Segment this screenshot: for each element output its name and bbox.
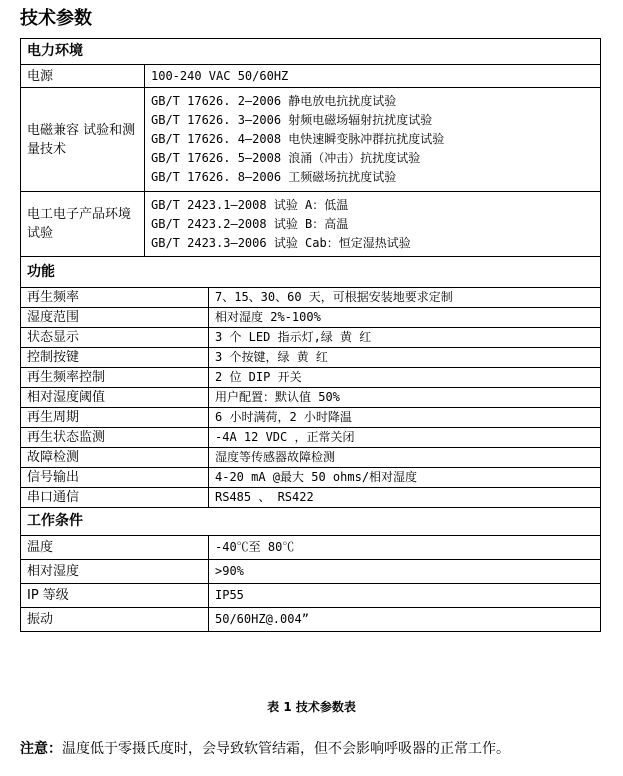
condition-label: IP 等级: [21, 584, 209, 608]
emc-standard-2: GB/T 17626. 3—2006 射频电磁场辐射抗扰度试验: [151, 113, 433, 127]
condition-label: 温度: [21, 536, 209, 560]
function-value: 6 小时满荷，2 小时降温: [209, 408, 601, 428]
function-label: 再生频率: [21, 288, 209, 308]
function-value: 湿度等传感器故障检测: [209, 448, 601, 468]
function-value: 2 位 DIP 开关: [209, 368, 601, 388]
condition-value: IP55: [209, 584, 601, 608]
env-standard-2: GB/T 2423.2—2008 试验 B：高温: [151, 216, 349, 231]
page-title: 技术参数: [20, 8, 92, 29]
table-caption: 表 1 技术参数表: [267, 700, 356, 714]
function-label: 故障检测: [21, 448, 209, 468]
function-value: 相对湿度 2%-100%: [209, 308, 601, 328]
section-header-function: 功能: [21, 257, 601, 288]
section-header-power: 电力环境: [21, 39, 601, 65]
function-value: 3 个 LED 指示灯,绿 黄 红: [209, 328, 601, 348]
function-value: 7、15、30、60 天，可根据安装地要求定制: [209, 288, 601, 308]
footnote: [20, 738, 510, 758]
function-label: 串口通信: [21, 488, 209, 508]
function-label: 湿度范围: [21, 308, 209, 328]
emc-standard-4: GB/T 17626. 5—2008 浪涌（冲击）抗扰度试验: [151, 151, 421, 165]
condition-label: 相对湿度: [21, 560, 209, 584]
condition-value: >90%: [209, 560, 601, 584]
emc-standard-5: GB/T 17626. 8—2006 工频磁场抗扰度试验: [151, 170, 397, 184]
env-standard-3: GB/T 2423.3—2006 试验 Cab：恒定湿热试验: [151, 235, 411, 250]
section-header-conditions: 工作条件: [21, 508, 601, 536]
footnote-prefix: 注意：: [20, 741, 62, 757]
function-value: 4-20 mA @最大 50 ohms/相对湿度: [209, 468, 601, 488]
emc-standard-3: GB/T 17626. 4—2008 电快速瞬变脉冲群抗扰度试验: [151, 132, 445, 146]
function-value: 用户配置：默认值 50%: [209, 388, 601, 408]
function-label: 控制按键: [21, 348, 209, 368]
spec-table: [20, 38, 601, 632]
power-value-emc: [145, 88, 601, 192]
function-label: 再生频率控制: [21, 368, 209, 388]
function-value: RS485 、 RS422: [209, 488, 601, 508]
power-value-env-test: [145, 192, 601, 257]
power-label-supply: 电源: [21, 65, 145, 88]
footnote-text: 温度低于零摄氏度时，会导致软管结霜，但不会影响呼吸器的正常工作。: [62, 741, 510, 757]
condition-value: 50/60HZ@.004”: [209, 608, 601, 632]
condition-value: -40℃至 80℃: [209, 536, 601, 560]
function-label: 相对湿度阈值: [21, 388, 209, 408]
function-value: -4A 12 VDC ，正常关闭: [209, 428, 601, 448]
function-label: 信号输出: [21, 468, 209, 488]
emc-standard-1: GB/T 17626. 2—2006 静电放电抗扰度试验: [151, 94, 397, 108]
power-value-supply: 100-240 VAC 50/60HZ: [145, 65, 601, 88]
env-standard-1: GB/T 2423.1—2008 试验 A：低温: [151, 197, 349, 212]
power-label-emc: 电磁兼容 试验和测量技术: [21, 88, 145, 192]
function-label: 再生周期: [21, 408, 209, 428]
power-label-env-test: 电工电子产品环境试验: [21, 192, 145, 257]
function-label: 再生状态监测: [21, 428, 209, 448]
function-label: 状态显示: [21, 328, 209, 348]
condition-label: 振动: [21, 608, 209, 632]
function-value: 3 个按键，绿 黄 红: [209, 348, 601, 368]
